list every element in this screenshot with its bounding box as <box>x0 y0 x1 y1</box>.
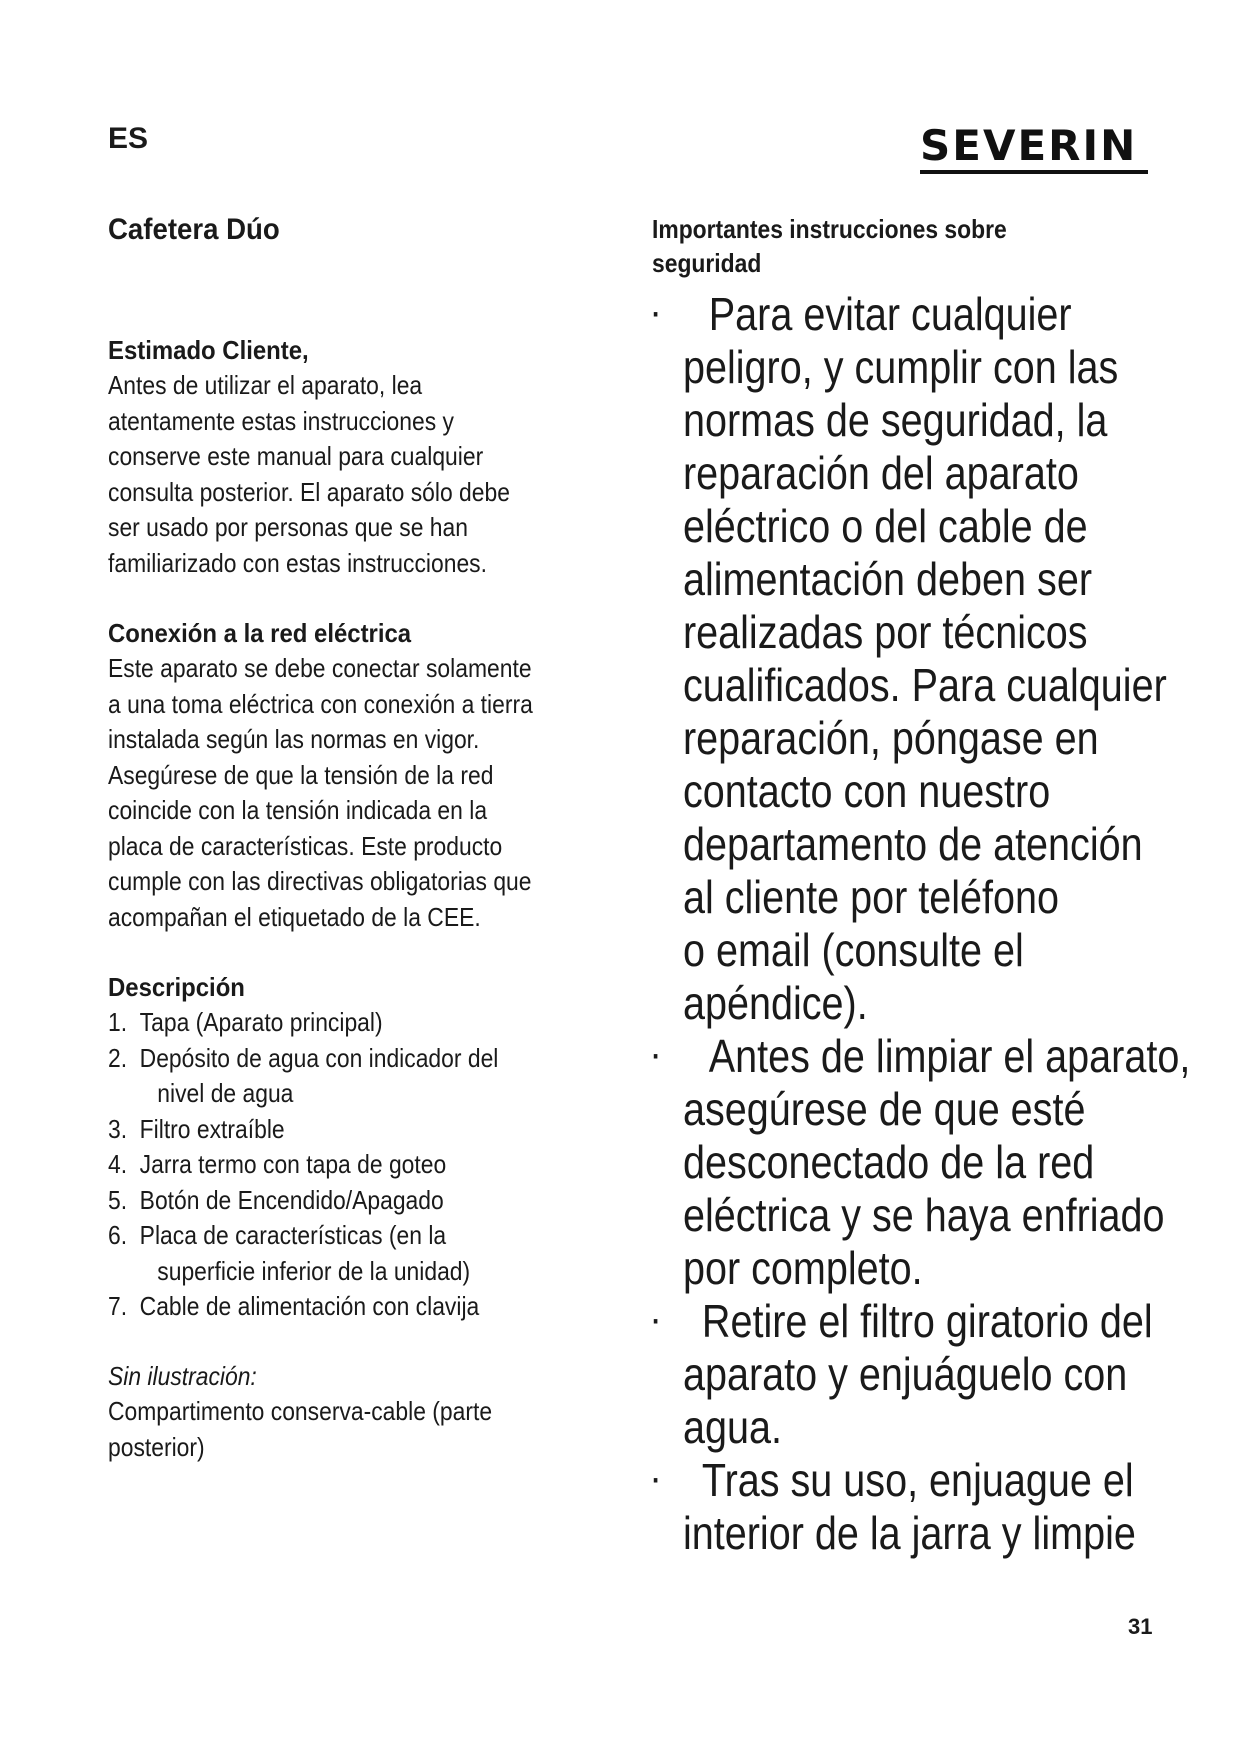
section-heading: Descripción <box>108 972 245 1002</box>
text-line: cumple con las directivas obligatorias que <box>108 866 532 896</box>
bullet-line: reparación, póngase en <box>682 712 1099 764</box>
bullet-line: desconectado de la red <box>682 1136 1095 1188</box>
text-line: familiarizado con estas instrucciones. <box>108 547 487 578</box>
bullet-line: apéndice). <box>682 977 868 1029</box>
bullet-item: · Retire el filtro giratorio del <box>652 1295 1153 1347</box>
right-column <box>652 212 1212 1560</box>
section-heading: Estimado Cliente, <box>108 335 309 365</box>
list-item: 7. Cable de alimentación con clavija <box>108 1291 480 1321</box>
bullet-line: peligro, y cumplir con las <box>682 341 1119 393</box>
bullet-line: contacto con nuestro <box>682 765 1051 817</box>
description-list <box>108 1005 608 1325</box>
text-line: conserve este manual para cualquier <box>108 441 484 471</box>
bullet-icon: · <box>652 1040 661 1073</box>
text-line: Antes de utilizar el aparato, lea <box>108 370 423 400</box>
page-number: 31 <box>1128 1614 1153 1639</box>
section-electrical-connection <box>108 615 608 935</box>
italic-heading: Sin ilustración: <box>108 1360 257 1391</box>
bullet-icon: · <box>652 1464 661 1497</box>
bullet-line: aparato y enjuáguelo con <box>682 1348 1128 1400</box>
text-line: a una toma eléctrica con conexión a tierra <box>108 688 533 719</box>
bullet-line: por completo. <box>682 1242 923 1294</box>
list-item: 3. Filtro extraíble <box>108 1113 285 1144</box>
text-line: instalada según las normas en vigor. <box>108 724 480 754</box>
text-line: Asegúrese de que la tensión de la red <box>108 759 494 790</box>
list-item: 4. Jarra termo con tapa de goteo <box>108 1149 447 1179</box>
bullet-line: interior de la jarra y limpie <box>682 1507 1136 1559</box>
bullet-line: o email (consulte el <box>682 924 1024 976</box>
text-line: posterior) <box>108 1431 205 1462</box>
text-line: Compartimento conserva-cable (parte <box>108 1396 493 1426</box>
text-line: consulta posterior. El aparato sólo debe <box>108 476 510 507</box>
bullet-line: agua. <box>682 1401 782 1453</box>
text-line: ser usado por personas que se han <box>108 512 468 542</box>
document-title: Cafetera Dúo <box>108 213 280 246</box>
text-line: atentamente estas instrucciones y <box>108 405 454 436</box>
list-item: 2. Depósito de agua con indicador del <box>108 1042 499 1073</box>
bullet-item: · Antes de limpiar el aparato, <box>652 1030 1191 1082</box>
brand-logo <box>920 121 1152 174</box>
brand-name: SEVERIN <box>920 121 1138 170</box>
section-not-illustrated <box>108 1359 608 1466</box>
list-item-continuation: nivel de agua <box>157 1078 294 1108</box>
language-code: ES <box>108 122 149 155</box>
bullet-icon: · <box>652 298 661 331</box>
text-line: acompañan el etiquetado de la CEE. <box>108 901 481 932</box>
bullet-line: cualificados. Para cualquier <box>682 659 1167 711</box>
text-line: coincide con la tensión indicada en la <box>108 795 488 825</box>
list-item: 5. Botón de Encendido/Apagado <box>108 1184 444 1215</box>
list-item: 1. Tapa (Aparato principal) <box>108 1007 383 1037</box>
list-item: 6. Placa de características (en la <box>108 1220 447 1250</box>
bullet-line: eléctrica y se haya enfriado <box>682 1189 1165 1241</box>
brand-underline <box>920 170 1148 174</box>
bullet-item: · Tras su uso, enjuague el <box>652 1454 1134 1506</box>
bullet-line: normas de seguridad, la <box>682 394 1108 446</box>
bullet-item: · Para evitar cualquier <box>652 288 1072 340</box>
safety-heading-line: Importantes instrucciones sobre <box>652 214 1007 244</box>
section-dear-customer <box>108 332 608 581</box>
safety-heading-line: seguridad <box>652 248 762 278</box>
safety-list <box>652 288 1212 1560</box>
left-column <box>108 210 608 1499</box>
bullet-line: alimentación deben ser <box>682 553 1093 605</box>
bullet-line: al cliente por teléfono <box>682 871 1060 923</box>
bullet-icon: · <box>652 1305 661 1338</box>
bullet-line: reparación del aparato <box>682 447 1079 499</box>
bullet-line: eléctrico o del cable de <box>682 500 1088 552</box>
section-description <box>108 969 608 1325</box>
bullet-line: asegúrese de que esté <box>682 1083 1086 1135</box>
section-heading: Conexión a la red eléctrica <box>108 618 412 648</box>
bullet-line: departamento de atención <box>682 818 1143 870</box>
bullet-line: realizadas por técnicos <box>682 606 1088 658</box>
text-line: Este aparato se debe conectar solamente <box>108 653 532 683</box>
text-line: placa de características. Este producto <box>108 830 503 861</box>
list-item-continuation: superficie inferior de la unidad) <box>157 1255 471 1286</box>
